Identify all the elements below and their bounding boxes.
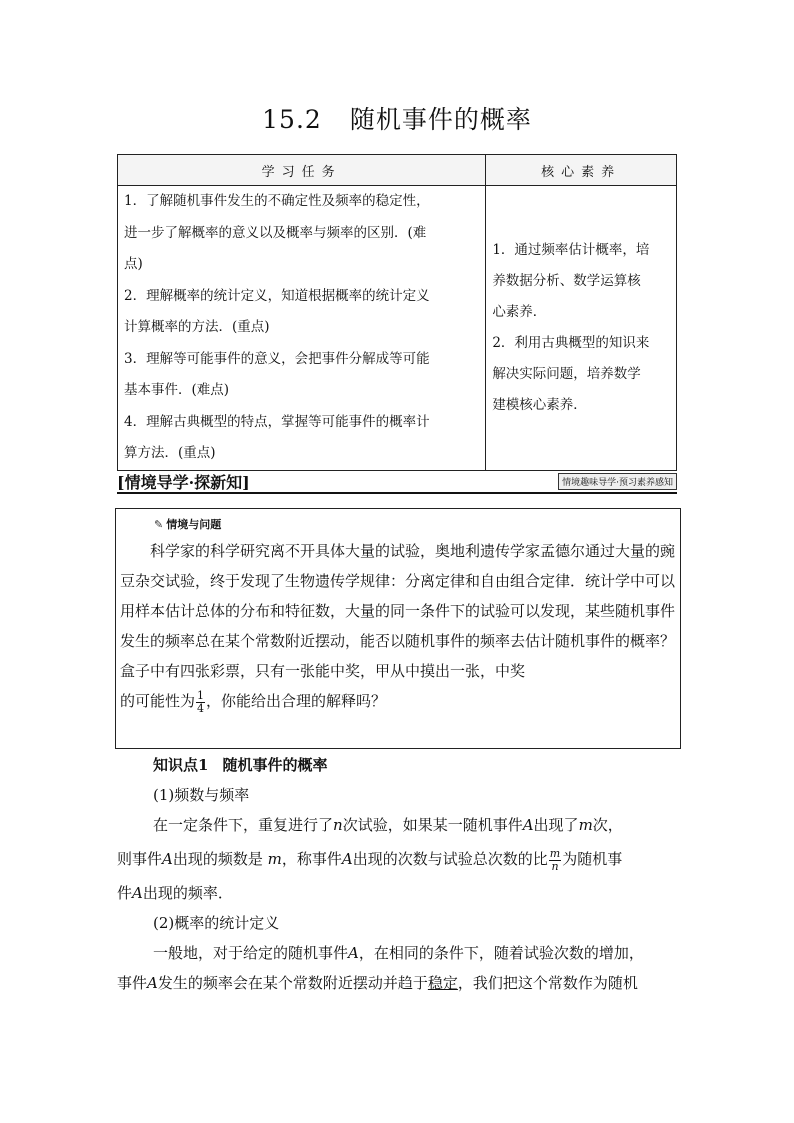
section-tag: 情境趣味导学·预习素养感知 [558,473,677,490]
text-run: 发生的频率会在某个常数附近摆动并趋于 [157,974,428,992]
section-title: 随机事件的概率 [349,105,532,134]
text-run: ，你能给出合理的解释吗？ [206,692,387,710]
task-line: 2．理解概率的统计定义，知道根据概率的统计定义 [124,287,430,304]
task-line: 基本事件．(难点) [124,382,230,398]
core-line: 1．通过频率估计概率，培 [492,241,650,258]
text-run: 出现的次数与试验总次数的比 [352,850,548,868]
text-run: ，我们把这个常数作为随机 [457,974,638,992]
knowledge-section [117,750,677,998]
scenario-box [115,508,681,749]
knowledge-point-number: 知识点1 [153,756,209,774]
text-run: 的可能性为 [120,692,196,710]
scenario-subtitle-text: 情境与问题 [166,518,222,531]
fraction-denominator: 4 [197,701,205,715]
task-line: 4．理解古典概型的特点，掌握等可能事件的概率计 [124,413,430,430]
scenario-last-line [120,686,676,716]
math-var: A [522,816,534,834]
scenario-paragraph: 科学家的科学研究离不开具体大量的试验，奥地利遗传学家孟德尔通过大量的豌豆杂交试验，终于发现了生物遗传学规律：分离定律和自由组合定律．统计学中可以用样本估计总体的分布和特征数，大量的同一条件下的试验可以发现，某些随机事件发生的频率总在某个常数附近摆动，能否以随机事件的频率去估计随机事件的概率？盒子中有四张彩票，只有一张能中奖，甲从中摸出一张，中奖 [120,542,676,680]
math-var: A [147,974,158,992]
subheading-statistical-definition: (2)概率的统计定义 [153,914,280,932]
paragraph [117,938,677,968]
learning-goals-table [117,154,677,471]
text-run: 为随机事 [562,850,623,868]
page-title [0,100,794,136]
math-var: m [578,816,593,834]
core-line: 养数据分析、数学运算核 [492,272,641,289]
paragraph [117,878,677,908]
knowledge-point-text: 随机事件的概率 [222,756,328,774]
text-run: 出现的频数是 [172,850,263,868]
text-run: ，在相同的条件下，随着试验次数的增加， [358,944,644,962]
math-var: m [267,850,282,868]
subheading-frequency: (1)频数与频率 [153,786,250,804]
text-run: ，称事件 [281,850,342,868]
fraction-denominator: n [551,859,559,873]
underlined-term: 稳定 [427,974,458,992]
knowledge-point-title [117,750,677,780]
task-line: 点) [124,256,143,272]
scenario-body [120,536,676,716]
fraction-numerator: 1 [197,688,205,702]
task-line: 1．了解随机事件发生的不确定性及频率的稳定性， [124,193,430,209]
task-line: 算方法．(重点) [124,445,216,461]
pen-icon: ✎ [154,518,164,531]
math-var: A [132,884,143,902]
math-var: A [341,850,353,868]
core-line: 2．利用古典概型的知识来 [492,334,650,351]
text-run: 出现了 [533,816,579,834]
math-var: A [348,944,359,962]
header-core-literacy: 核心素养 [486,155,677,186]
text-run: 事件 [117,974,148,992]
fraction-one-quarter [196,690,205,715]
text-run: 次， [592,816,623,834]
text-run: 在一定条件下，重复进行了 [153,816,334,834]
text-run: 件 [117,884,133,902]
header-learning-tasks: 学习任务 [118,155,486,186]
text-run: 一般地，对于给定的随机事件 [153,944,349,962]
math-var: A [162,850,173,868]
fraction-m-over-n [549,848,561,873]
section-label: [情境导学·探新知] [117,473,250,492]
paragraph [117,810,677,840]
text-run: 则事件 [117,850,163,868]
scenario-subtitle [154,516,221,532]
task-line: 计算概率的方法．(重点) [124,319,270,335]
math-var: n [333,816,343,834]
text-run: 次试验，如果某一随机事件 [342,816,523,834]
core-line: 解决实际问题，培养数学 [492,365,641,382]
fraction-numerator: m [549,846,561,860]
paragraph [117,840,677,878]
task-line: 3．理解等可能事件的意义，会把事件分解成等可能 [124,350,430,367]
tasks-cell [118,186,486,471]
section-header [117,468,677,494]
core-cell [486,186,677,471]
section-number: 15.2 [262,105,322,134]
core-line: 建模核心素养． [492,396,587,413]
text-run: 出现的频率． [142,884,233,902]
core-line: 心素养． [492,303,547,320]
task-line: 进一步了解概率的意义以及概率与频率的区别．(难 [124,224,427,241]
paragraph [117,968,677,998]
